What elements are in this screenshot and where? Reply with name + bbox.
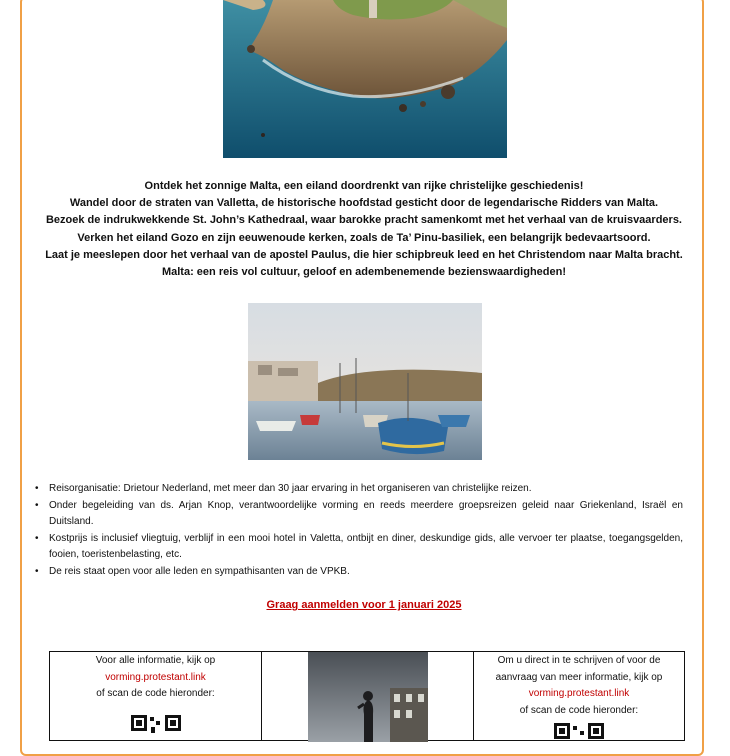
info-cell-middle xyxy=(262,652,474,740)
intro-line: Ontdek het zonnige Malta, een eiland doordrenkt van rijke christelijke geschiedenis! xyxy=(144,180,584,192)
register-deadline-link[interactable]: Graag aanmelden voor 1 januari 2025 xyxy=(266,599,462,611)
intro-line: Malta: een reis vol cultuur, geloof en adembenemende bezienswaardigheden! xyxy=(161,266,567,279)
intro-line: Bezoek de indrukwekkende St. John’s Kathedraal, waar barokke pracht samenkomt met het verhaal van de kruisvaarders. xyxy=(45,214,682,227)
info-text: of scan de code hieronder: xyxy=(96,688,215,699)
intro-line: Laat je meeslepen door het verhaal van de apostel Paulus, die hier schipbreuk leed en het Christendom naar Malta bracht. xyxy=(45,248,683,261)
info-table xyxy=(49,651,685,741)
website-link[interactable]: vorming.protestant.link xyxy=(105,671,206,683)
info-text: of scan de code hieronder: xyxy=(519,704,639,716)
list-item: • Onder begeleiding van ds. Arjan Knop, verantwoordelijke vorming en reeds meerdere groepsreizen geleid naar Griekenland, Israël en Duitsland. xyxy=(35,498,683,531)
coastal-cliff-photo xyxy=(223,0,507,158)
qr-code-icon[interactable] xyxy=(127,715,185,735)
list-item: • Kostprijs is inclusief vliegtuig, verblijf in een mooi hotel in Valetta, ontbijt en diner, deskundige gids, alle vervoer ter plaatse, toegangsgelden, fooien, toeristenbelasting, etc. xyxy=(35,531,683,564)
intro-text xyxy=(24,178,704,281)
info-cell-left xyxy=(50,652,262,740)
intro-line: Wandel door de straten van Valletta, de historische hoofdstad gesticht door de legendarische Ridders van Malta. xyxy=(69,197,659,210)
trip-details-list xyxy=(35,481,683,581)
list-item: • De reis staat open voor alle leden en sympathisanten van de VPKB. xyxy=(35,564,683,581)
info-text: aanvraag van meer informatie, kijk op xyxy=(495,671,663,683)
statue-photo xyxy=(308,652,428,742)
intro-line: Verken het eiland Gozo en zijn eeuwenoude kerken, zoals de Ta’ Pinu-basiliek, een belangrijk bedevaartsoord. xyxy=(77,231,651,244)
qr-code-icon[interactable] xyxy=(550,723,608,743)
list-item: • Reisorganisatie: Drietour Nederland, met meer dan 30 jaar ervaring in het organiseren van christelijke reizen. xyxy=(35,481,683,498)
info-cell-right xyxy=(474,652,684,740)
info-text: Om u direct in te schrijven of voor de xyxy=(497,655,661,666)
harbor-boats-photo xyxy=(248,303,482,460)
website-link[interactable]: vorming.protestant.link xyxy=(528,688,630,699)
info-text: Voor alle informatie, kijk op xyxy=(95,655,216,666)
